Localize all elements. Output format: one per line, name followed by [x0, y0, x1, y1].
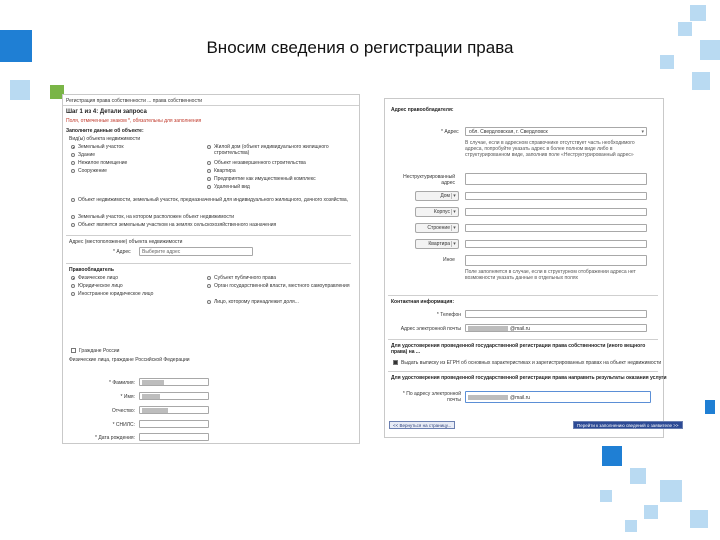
- email-suffix: @mail.ru: [510, 326, 531, 332]
- deco-square: [705, 400, 715, 414]
- radio-long-option[interactable]: [71, 223, 75, 227]
- right-holder-option: Лицо, которому принадлежит доля...: [214, 299, 299, 305]
- address-label: Адрес (местоположение) объекта недвижимости: [69, 239, 183, 245]
- radio-other-kind[interactable]: [207, 185, 211, 189]
- radio-structure[interactable]: [71, 169, 75, 173]
- radio-land[interactable]: [71, 145, 75, 149]
- deco-square: [678, 22, 692, 36]
- right-holder-option: Юридическое лицо: [78, 283, 123, 289]
- deco-square: [692, 72, 710, 90]
- address-field-label: * Адрес: [113, 249, 131, 255]
- step-title: Шаг 1 из 4: Детали запроса: [66, 109, 147, 115]
- house-input[interactable]: [465, 192, 647, 200]
- right-holder-label: Правообладатель: [69, 267, 114, 273]
- chevron-down-icon: ▾: [451, 225, 457, 231]
- radio-share[interactable]: [207, 300, 211, 304]
- radio-long-option[interactable]: [71, 215, 75, 219]
- email-send-label: * По адресу электронной почты: [402, 391, 461, 403]
- right-holder-option: Субъект публичного права: [214, 275, 276, 281]
- building-select-label: Строение: [427, 225, 450, 231]
- right-holder-option: Орган государственной власти, местного самоуправления: [214, 283, 350, 289]
- block-select[interactable]: [415, 207, 459, 217]
- object-type-option: Удаленный вид: [214, 184, 250, 190]
- surname-input[interactable]: [139, 378, 209, 386]
- other-label: Иное: [443, 257, 455, 263]
- radio-legal[interactable]: [71, 284, 75, 288]
- radio-building[interactable]: [71, 153, 75, 157]
- block-input[interactable]: [465, 208, 647, 216]
- birthdate-label: * Дата рождения:: [95, 435, 135, 441]
- citizen-label: Граждане России: [79, 348, 120, 354]
- name-input[interactable]: [139, 392, 209, 400]
- deco-square: [625, 520, 637, 532]
- email-input[interactable]: [465, 324, 647, 332]
- left-form-screenshot: [62, 94, 360, 444]
- block-select-label: Корпус: [433, 209, 450, 215]
- required-note: Поля, отмеченные знаком *, обязательны для заполнения: [66, 118, 202, 124]
- contacts-section-title: Контактная информация:: [391, 299, 455, 305]
- radio-nonresidential[interactable]: [71, 161, 75, 165]
- long-option: Земельный участок, на котором расположен объект недвижимости: [78, 214, 234, 220]
- holder-address-label: * Адрес: [441, 129, 459, 135]
- deco-square: [660, 480, 682, 502]
- other-note: Поле заполняется в случае, если в структурном отображении адреса нет возможности указать данные в отдельных полях: [465, 269, 636, 281]
- building-input[interactable]: [465, 224, 647, 232]
- birthdate-input[interactable]: [139, 433, 209, 441]
- object-type-option: Здание: [78, 152, 96, 158]
- address-note: В случае, если в адресном справочнике отсутствует часть необходимого адреса, попробуйте указать адрес в более полном виде либо в структурированном виде, заполнив поле «Неструктурированный адрес»: [465, 140, 635, 158]
- object-type-option: Земельный участок: [78, 144, 124, 150]
- deco-square: [690, 5, 706, 21]
- apartment-input[interactable]: [465, 240, 647, 248]
- radio-unfinished[interactable]: [207, 161, 211, 165]
- object-type-option: Сооружение: [78, 168, 107, 174]
- phone-label: * Телефон: [436, 312, 461, 318]
- chevron-down-icon: ▾: [641, 129, 644, 135]
- extract-checkbox[interactable]: [393, 360, 398, 365]
- form-header: Регистрация права собственности ... права собственности: [66, 98, 203, 104]
- back-button[interactable]: << Вернуться на страницу...: [389, 421, 455, 429]
- apartment-select[interactable]: [415, 239, 459, 249]
- building-select[interactable]: [415, 223, 459, 233]
- holder-address-select[interactable]: [465, 127, 647, 136]
- notify-header-2: Для удостоверения проведенной государственной регистрации права направить результаты оказания услуги: [391, 375, 667, 381]
- object-type-option: Предприятие как имущественный комплекс: [214, 176, 316, 182]
- long-option: Объект является земельным участком на землях сельскохозяйственного назначения: [78, 222, 277, 228]
- snils-input[interactable]: [139, 420, 209, 428]
- object-type-option: Нежилое помещение: [78, 160, 128, 166]
- radio-person[interactable]: [71, 276, 75, 280]
- address-select[interactable]: [139, 247, 253, 256]
- radio-foreign[interactable]: [71, 292, 75, 296]
- phone-input[interactable]: [465, 310, 647, 318]
- right-holder-option: Иностранное юридическое лицо: [78, 291, 154, 297]
- unstructured-label: Неструктурированный адрес: [403, 174, 455, 186]
- deco-square: [10, 80, 30, 100]
- radio-long-option[interactable]: [71, 198, 75, 202]
- slide-title: Вносим сведения о регистрации права: [206, 38, 514, 57]
- email-label: Адрес электронной почты: [400, 326, 461, 332]
- radio-public[interactable]: [207, 276, 211, 280]
- deco-square: [600, 490, 612, 502]
- person-note: Физические лица, граждане Российской Федерации: [69, 357, 190, 363]
- next-button[interactable]: Перейти к заполнению сведений о заявителе >>: [573, 421, 683, 429]
- email-send-input[interactable]: [465, 391, 651, 403]
- name-label: * Имя:: [120, 394, 135, 400]
- deco-square: [602, 446, 622, 466]
- object-type-option: Жилой дом (объект индивидуального жилищного строительства): [214, 144, 329, 156]
- holder-address-value: обл. Свердловская, г. Свердловск: [469, 129, 548, 135]
- radio-apartment[interactable]: [207, 169, 211, 173]
- snils-label: * СНИЛС:: [112, 422, 135, 428]
- house-select-label: Дом: [440, 193, 450, 199]
- radio-authority[interactable]: [207, 284, 211, 288]
- patronymic-input[interactable]: [139, 406, 209, 414]
- object-type-option: Квартира: [214, 168, 236, 174]
- chevron-down-icon: ▾: [451, 193, 457, 199]
- right-holder-option: Физическое лицо: [78, 275, 119, 281]
- long-option: Объект недвижимости, земельный участок, предназначенный для индивидуального жилищного, дачного хозяйства,: [78, 197, 349, 203]
- right-form-screenshot: [384, 98, 679, 438]
- surname-label: * Фамилия:: [109, 380, 135, 386]
- apartment-select-label: Квартира: [428, 241, 450, 247]
- unstructured-input[interactable]: [465, 173, 647, 185]
- object-type-option: Объект незавершенного строительства: [214, 160, 306, 166]
- other-input[interactable]: [465, 255, 647, 266]
- object-section-title: Заполните данные об объекте:: [66, 128, 144, 134]
- citizen-checkbox[interactable]: [71, 348, 76, 353]
- deco-square: [630, 468, 646, 484]
- radio-house[interactable]: [207, 145, 211, 149]
- object-type-label: Вид(ы) объекта недвижимости: [69, 136, 141, 142]
- address-select-value: Выберите адрес: [142, 249, 181, 255]
- address-section-title: Адрес правообладателя:: [391, 107, 454, 113]
- house-select[interactable]: [415, 191, 459, 201]
- patronymic-label: Отчество:: [111, 408, 135, 414]
- chevron-down-icon: ▾: [451, 241, 457, 247]
- chevron-down-icon: ▾: [451, 209, 457, 215]
- deco-square: [644, 505, 658, 519]
- extract-label: Выдать выписку из ЕГРН об основных характеристиках и зарегистрированных правах на объект недвижимости: [401, 360, 662, 366]
- notify-header-1: Для удостоверения проведенной государственной регистрации права собственности (иного вещного права) на ...: [391, 343, 646, 355]
- email-send-suffix: @mail.ru: [510, 395, 531, 401]
- radio-enterprise[interactable]: [207, 177, 211, 181]
- deco-square: [690, 510, 708, 528]
